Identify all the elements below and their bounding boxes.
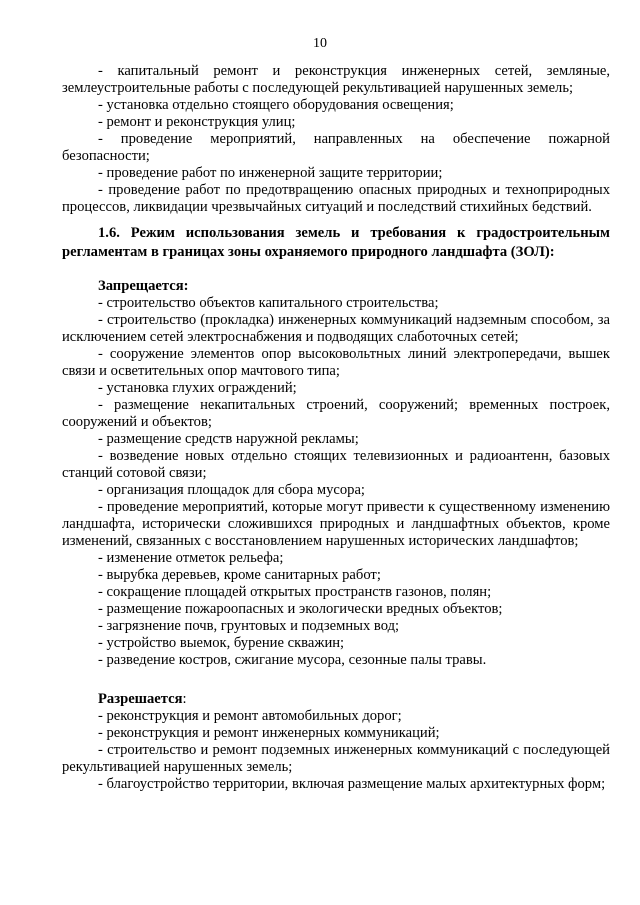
allowed-label-line [62, 691, 610, 708]
allowed-label-suffix: : [182, 691, 187, 707]
list-item: - сооружение элементов опор высоковольтных линий электропередачи, вышек связи и осветительных опор мачтового типа; [62, 346, 610, 379]
list-item: - изменение отметок рельефа; [98, 550, 284, 566]
prohibited-list [62, 295, 610, 669]
list-item: - реконструкция и ремонт автомобильных дорог; [98, 708, 402, 724]
allowed-label: Разрешается [98, 691, 183, 707]
page-content [62, 63, 610, 793]
list-item: - благоустройство территории, включая размещение малых архитектурных форм; [98, 776, 606, 792]
list-item: - загрязнение почв, грунтовых и подземных вод; [98, 618, 400, 634]
list-item: - размещение пожароопасных и экологически вредных объектов; [98, 601, 503, 617]
list-item: - устройство выемок, бурение скважин; [98, 635, 345, 651]
list-item: - сокращение площадей открытых пространств газонов, полян; [98, 584, 492, 600]
page-number: 10 [313, 36, 327, 51]
list-item: - строительство объектов капитального строительства; [98, 295, 439, 311]
list-item: - размещение некапитальных строений, сооружений; временных построек, сооружений и объектов; [62, 397, 610, 430]
allowed-list [62, 708, 610, 793]
top-list [62, 63, 610, 216]
list-item: - установка глухих ограждений; [98, 380, 297, 396]
list-item: - строительство и ремонт подземных инженерных коммуникаций с последующей рекультивацией нарушенных земель; [62, 742, 610, 775]
list-item: - проведение работ по инженерной защите территории; [98, 165, 443, 181]
prohibited-label: Запрещается: [98, 278, 189, 294]
list-item: - возведение новых отдельно стоящих телевизионных и радиоантенн, базовых станций сотовой связи; [62, 448, 610, 481]
list-item: - ремонт и реконструкция улиц; [98, 114, 296, 130]
list-item: - капитальный ремонт и реконструкция инженерных сетей, земляные, землеустроительные работы с последующей рекультивацией нарушенных земель; [62, 63, 610, 96]
list-item: - строительство (прокладка) инженерных коммуникаций надземным способом, за исключением сетей электроснабжения и подводящих слаботочных сетей; [62, 312, 610, 345]
list-item: - проведение мероприятий, направленных на обеспечение пожарной безопасности; [62, 131, 610, 164]
list-item: - вырубка деревьев, кроме санитарных работ; [98, 567, 381, 583]
list-item: - организация площадок для сбора мусора; [98, 482, 365, 498]
list-item: - установка отдельно стоящего оборудования освещения; [98, 97, 454, 113]
list-item: - реконструкция и ремонт инженерных коммуникаций; [98, 725, 440, 741]
list-item: - разведение костров, сжигание мусора, сезонные палы травы. [98, 652, 487, 668]
list-item: - проведение мероприятий, которые могут привести к существенному изменению ландшафта, исторически сложившихся природных и ландшафтных объектов, кроме изменений, связанных с восстановлением нарушенных исторических ландшафтов; [62, 499, 610, 549]
list-item: - проведение работ по предотвращению опасных природных и технoприродных процессов, ликвидации чрезвычайных ситуаций и последствий стихийных бедствий. [62, 182, 610, 215]
list-item: - размещение средств наружной рекламы; [98, 431, 359, 447]
section-heading: 1.6. Режим использования земель и требования к градостроительным регламентам в границах зоны охраняемого природного ландшафта (ЗОЛ): [62, 225, 610, 260]
